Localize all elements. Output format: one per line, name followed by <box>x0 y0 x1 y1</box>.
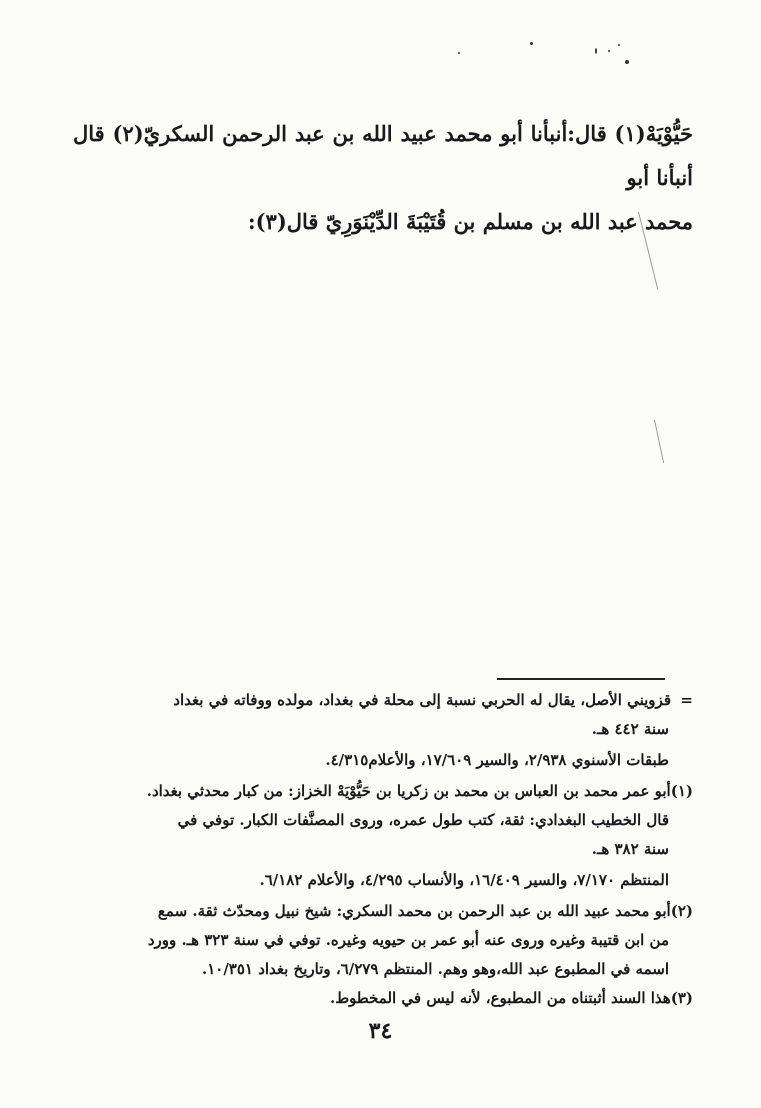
footnote-marker: (٣) <box>670 989 693 1007</box>
footnote-separator <box>497 678 665 680</box>
footnote-2 <box>77 897 693 984</box>
footnote-line: سنة ٣٨٢ هـ. <box>591 840 669 858</box>
footnote-line: من ابن قتيبة وغيره وروى عنه أبو عمر بن حيويه وغيره. توفي في سنة ٣٢٣ هـ. وورد <box>147 931 669 949</box>
scan-speck <box>618 44 620 46</box>
main-text-line: محمد عبد الله بن مسلم بن قُتَيْبَةَ الدِّيْنَوَرِيّ قال(٣): <box>247 209 693 234</box>
footnote-line: قال الخطيب البغدادي: ثقة، كتب طول عمره، وروى المصنَّفات الكبار. توفي في <box>177 811 669 829</box>
footnote-line: =قزويني الأصل، يقال له الحربي نسبة إلى محلة في بغداد، مولده ووفاته في بغداد <box>77 686 693 715</box>
footnote-marker: (١) <box>670 782 693 800</box>
footnote-line: سنة ٤٤٢ هـ. <box>591 720 669 738</box>
footnote-3 <box>77 984 693 1013</box>
footnote-line: اسمه في المطبوع عبد الله،وهو وهم. المنتظم ٦/٢٧٩، وتاريخ بغداد ١٠/٣٥١. <box>201 960 669 978</box>
footnote-source: طبقات الأسنوي ٢/٩٣٨، والسير ١٧/٦٠٩، والأعلام٤/٣١٥. <box>325 751 669 769</box>
scan-speck <box>595 48 597 54</box>
footnote-marker: (٢) <box>670 902 693 920</box>
footnote-line: (٢)أبو محمد عبيد الله بن عبد الرحمن بن محمد السكري: شيخ نبيل ومحدّث ثقة. سمع <box>77 897 693 926</box>
scan-specks <box>430 38 670 68</box>
footnote-line: (١)أبو عمر محمد بن العباس بن محمد بن زكريا بن حَيُّوْيَهْ الخزاز: من كبار محدثي بغداد. <box>77 777 693 806</box>
footnote-marker: = <box>680 691 693 709</box>
footnote-line: (٣)هذا السند أثبتناه من المطبوع، لأنه ليس في المخطوط. <box>77 984 693 1013</box>
scan-speck <box>458 52 460 54</box>
scan-stroke <box>654 420 664 463</box>
footnote-1 <box>77 777 693 895</box>
main-text <box>73 112 693 244</box>
footnotes <box>77 686 693 1013</box>
scan-speck <box>625 60 629 64</box>
page-number: ٣٤ <box>368 1018 393 1044</box>
scan-speck <box>608 50 610 52</box>
footnote-carryover <box>77 686 693 775</box>
scan-speck <box>530 42 533 45</box>
main-text-line: حَيُّوْيَهْ(١) قال:أنبأنا أبو محمد عبيد الله بن عبد الرحمن السكريّ(٢) قال أنبأنا أبو <box>73 121 693 190</box>
footnote-source: المنتظم ٧/١٧٠، والسير ١٦/٤٠٩، والأنساب ٤/٢٩٥، والأعلام ٦/١٨٢. <box>259 871 669 889</box>
